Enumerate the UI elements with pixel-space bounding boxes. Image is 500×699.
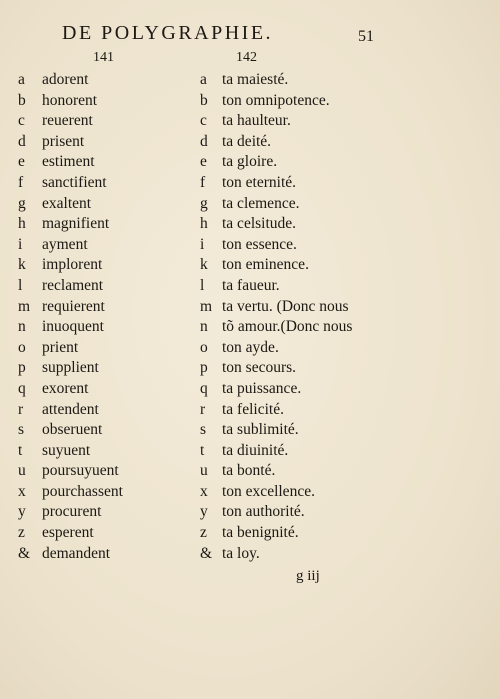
right-word: ta gloire. <box>222 153 278 171</box>
right-letter: k <box>200 256 208 274</box>
left-word: reclament <box>42 276 104 294</box>
right-word: ta diuinité. <box>222 441 289 459</box>
left-word: inuoquent <box>42 318 104 336</box>
right-word: ta vertu. (Donc nous <box>222 297 349 315</box>
right-letter: c <box>200 112 207 130</box>
right-word: ta benignité. <box>222 524 299 542</box>
left-letter: p <box>18 359 26 377</box>
left-word: suyuent <box>42 441 91 459</box>
right-letter: b <box>200 91 208 109</box>
left-letter: q <box>18 379 26 397</box>
signature-mark: g iij <box>296 568 320 584</box>
left-word: obseruent <box>42 421 103 439</box>
right-word: ta celsitude. <box>222 215 297 233</box>
left-letter: u <box>18 462 26 480</box>
right-letter: p <box>200 359 208 377</box>
right-letter: i <box>200 235 205 253</box>
right-word: ta maiesté. <box>222 71 289 88</box>
left-word: honorent <box>42 91 98 109</box>
right-word: ta haulteur. <box>222 112 291 130</box>
right-letter: f <box>200 173 206 191</box>
left-word: requierent <box>42 297 105 315</box>
left-letter: n <box>18 318 26 336</box>
left-word: procurent <box>42 503 102 521</box>
left-letter: a <box>18 71 25 88</box>
left-letter: g <box>18 194 26 212</box>
right-word: ta felicité. <box>222 400 284 418</box>
right-letter: e <box>200 153 207 171</box>
left-word: supplient <box>42 359 99 377</box>
right-letter: q <box>200 379 208 397</box>
right-letter: s <box>200 421 207 439</box>
right-word: ton secours. <box>222 359 297 377</box>
left-word: reuerent <box>42 112 93 130</box>
right-word: ton ayde. <box>222 338 279 356</box>
right-letter: m <box>200 297 213 315</box>
left-letter: & <box>18 544 31 562</box>
left-word: poursuyuent <box>42 462 119 480</box>
left-letter: e <box>18 153 25 171</box>
left-word: pourchassent <box>42 482 123 500</box>
right-letter: g <box>200 194 208 212</box>
right-word: ton excellence. <box>222 482 315 500</box>
left-letter: s <box>18 421 25 439</box>
left-word: adorent <box>42 71 89 88</box>
right-letter: l <box>200 276 205 294</box>
right-word: ton authorité. <box>222 503 305 521</box>
left-word: prisent <box>42 132 85 150</box>
right-word: ton essence. <box>222 235 297 253</box>
right-word: tõ amour.(Donc nous <box>222 318 353 336</box>
right-letter: x <box>200 482 208 500</box>
right-letter: o <box>200 338 208 356</box>
right-word: ton eminence. <box>222 256 309 274</box>
right-letter: d <box>200 132 208 150</box>
right-word: ta bonté. <box>222 462 276 480</box>
running-title: DE POLYGRAPHIE. <box>62 22 274 44</box>
left-letter: t <box>18 441 23 459</box>
right-word: ta faueur. <box>222 276 280 294</box>
right-letter: t <box>200 441 205 459</box>
left-word: sanctifient <box>42 173 107 191</box>
left-word: esperent <box>42 524 94 542</box>
left-word: exorent <box>42 379 89 397</box>
right-word: ta puissance. <box>222 379 302 397</box>
right-letter: y <box>200 503 208 521</box>
left-word: estiment <box>42 153 95 171</box>
left-word: exaltent <box>42 194 92 212</box>
left-letter: c <box>18 112 25 130</box>
right-letter: a <box>200 71 207 88</box>
right-letter: z <box>200 524 207 542</box>
left-letter: y <box>18 503 26 521</box>
left-word: attendent <box>42 400 99 418</box>
left-word: ayment <box>42 235 88 253</box>
right-word: ton eternité. <box>222 173 297 191</box>
left-letter: l <box>18 276 23 294</box>
right-word: ta clemence. <box>222 194 300 212</box>
left-word: prient <box>42 338 79 356</box>
left-word: implorent <box>42 256 103 274</box>
left-letter: f <box>18 173 24 191</box>
left-letter: m <box>18 297 31 315</box>
right-word: ta deité. <box>222 132 272 150</box>
right-letter: r <box>200 400 206 418</box>
left-word: magnifient <box>42 215 110 233</box>
left-letter: x <box>18 482 26 500</box>
left-letter: d <box>18 132 26 150</box>
left-letter: i <box>18 235 23 253</box>
right-word: ton omnipotence. <box>222 91 330 109</box>
left-letter: k <box>18 256 26 274</box>
right-letter: u <box>200 462 208 480</box>
right-column-number: 142 <box>236 50 257 65</box>
page-number: 51 <box>358 28 374 45</box>
left-letter: r <box>18 400 24 418</box>
right-word: ta loy. <box>222 544 260 562</box>
left-letter: b <box>18 91 26 109</box>
right-letter: h <box>200 215 208 233</box>
left-letter: z <box>18 524 25 542</box>
left-letter: o <box>18 338 26 356</box>
right-word: ta sublimité. <box>222 421 299 439</box>
left-word: demandent <box>42 544 111 562</box>
left-column-number: 141 <box>93 50 114 65</box>
right-letter: n <box>200 318 208 336</box>
right-letter: & <box>200 544 213 562</box>
left-letter: h <box>18 215 26 233</box>
